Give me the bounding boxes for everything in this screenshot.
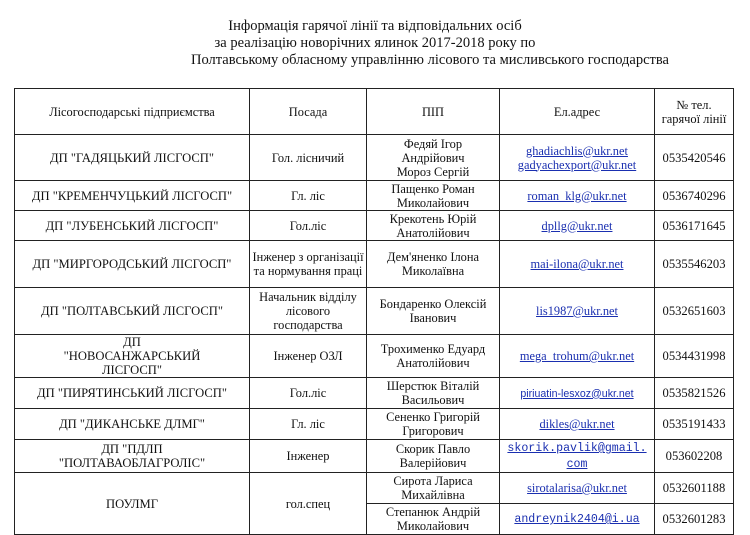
phone-cell: 0532601283 (655, 504, 734, 535)
enterprise-cell: ДП "ДИКАНСЬКЕ ДЛМГ" (15, 409, 250, 440)
phone-cell: 0532651603 (655, 288, 734, 335)
email-cell (500, 504, 655, 535)
enterprise-cell: ДП "ПИРЯТИНСЬКИЙ ЛІСГОСП" (15, 378, 250, 409)
enterprise-cell: ДП "НОВОСАНЖАРСЬКИЙ ЛІСГОСП" (15, 335, 250, 378)
name-cell: Федяй Ігор Андрійович Мороз Сергій (367, 135, 500, 181)
table-header-row (15, 89, 734, 135)
table-row (15, 181, 734, 211)
position-cell: Інженер (250, 440, 367, 473)
email-link[interactable]: ghadiachlis@ukr.net (526, 143, 628, 158)
position-cell: гол.спец (250, 473, 367, 535)
table-row (15, 440, 734, 473)
email-link[interactable]: dpllg@ukr.net (541, 218, 613, 233)
phone-cell: 0535191433 (655, 409, 734, 440)
header-name: ПІП (367, 89, 500, 135)
email-link-secondary[interactable]: gadyachexport@ukr.net (517, 157, 637, 172)
name-cell: Крекотень Юрій Анатолійович (367, 211, 500, 241)
name-cell: Сененко Григорій Григорович (367, 409, 500, 440)
name-cell: Сирота Лариса Михайлівна (367, 473, 500, 504)
email-cell (500, 378, 655, 409)
email-cell (500, 288, 655, 335)
phone-cell: 0536740296 (655, 181, 734, 211)
table-row (15, 135, 734, 181)
header-email: Ел.адрес (500, 89, 655, 135)
email-cell (500, 241, 655, 288)
enterprise-cell: ДП "ПОЛТАВСЬКИЙ ЛІСГОСП" (15, 288, 250, 335)
name-cell: Пащенко Роман Миколайович (367, 181, 500, 211)
phone-cell: 0536171645 (655, 211, 734, 241)
phone-cell: 0535546203 (655, 241, 734, 288)
table-row (15, 378, 734, 409)
enterprise-cell: ДП "ГАДЯЦЬКИЙ ЛІСГОСП" (15, 135, 250, 181)
position-cell: Гл. ліс (250, 181, 367, 211)
enterprise-cell: ДП "МИРГОРОДСЬКИЙ ЛІСГОСП" (15, 241, 250, 288)
name-cell: Степанюк Андрій Миколайович (367, 504, 500, 535)
phone-cell: 0535821526 (655, 378, 734, 409)
enterprise-cell: ДП "ПДЛП "ПОЛТАВАОБЛАГРОЛІС" (15, 440, 250, 473)
phone-cell: 0532601188 (655, 473, 734, 504)
table-row (15, 473, 734, 504)
email-cell (500, 211, 655, 241)
enterprise-cell: ДП "КРЕМЕНЧУЦЬКИЙ ЛІСГОСП" (15, 181, 250, 211)
header-phone: № тел. гарячої лінії (655, 89, 734, 135)
position-cell: Начальник відділу лісового господарства (250, 288, 367, 335)
email-link[interactable]: lis1987@ukr.net (536, 304, 618, 318)
name-cell: Трохименко Едуард Анатолійович (367, 335, 500, 378)
name-cell: Скорик Павло Валерійович (367, 440, 500, 473)
name-cell: Шерстюк Віталій Васильович (367, 378, 500, 409)
email-link[interactable]: andreynik2404@i.ua (514, 513, 640, 526)
email-cell (500, 440, 655, 473)
email-cell (500, 473, 655, 504)
title-line-2: за реалізацію новорічних ялинок 2017-2018 року по (214, 35, 536, 51)
enterprise-cell: ДП "ЛУБЕНСЬКИЙ ЛІСГОСП" (15, 211, 250, 241)
phone-cell: 0534431998 (655, 335, 734, 378)
position-cell: Гол. лісничий (250, 135, 367, 181)
email-cell (500, 409, 655, 440)
table-row (15, 288, 734, 335)
position-cell: Гл. ліс (250, 409, 367, 440)
phone-cell: 0535420546 (655, 135, 734, 181)
name-cell: Дем'яненко Ілона Миколаївна (367, 241, 500, 288)
email-link[interactable]: piriuatin-lesxoz@ukr.net (520, 387, 634, 400)
email-cell (500, 335, 655, 378)
email-link[interactable]: mai-ilona@ukr.net (530, 257, 624, 271)
phone-cell: 053602208 (655, 440, 734, 473)
email-link[interactable]: dikles@ukr.net (539, 417, 615, 431)
email-link[interactable]: roman_klg@ukr.net (527, 188, 627, 203)
header-enterprise: Лісогосподарські підприємства (15, 89, 250, 135)
position-cell: Інженер з організації та нормування праці (250, 241, 367, 288)
email-link[interactable]: mega_trohum@ukr.net (519, 349, 635, 363)
position-cell: Інженер ОЗЛ (250, 335, 367, 378)
email-link[interactable]: sirotalarisa@ukr.net (527, 481, 627, 495)
name-cell: Бондаренко Олексій Іванович (367, 288, 500, 335)
email-link[interactable]: skorik.pavlik@gmail.com (507, 442, 647, 471)
document-title (0, 18, 750, 69)
position-cell: Гол.ліс (250, 378, 367, 409)
position-cell: Гол.ліс (250, 211, 367, 241)
header-position: Посада (250, 89, 367, 135)
title-line-1: Інформація гарячої лінії та відповідальних осіб (228, 18, 522, 34)
email-cell (500, 181, 655, 211)
table-row (15, 409, 734, 440)
table-row (15, 241, 734, 288)
title-line-3: Полтавському обласному управлінню лісового та мисливського господарства (191, 52, 669, 68)
table-row (15, 335, 734, 378)
enterprise-cell: ПОУЛМГ (15, 473, 250, 535)
email-cell (500, 135, 655, 181)
hotline-table (14, 88, 734, 535)
table-row (15, 211, 734, 241)
